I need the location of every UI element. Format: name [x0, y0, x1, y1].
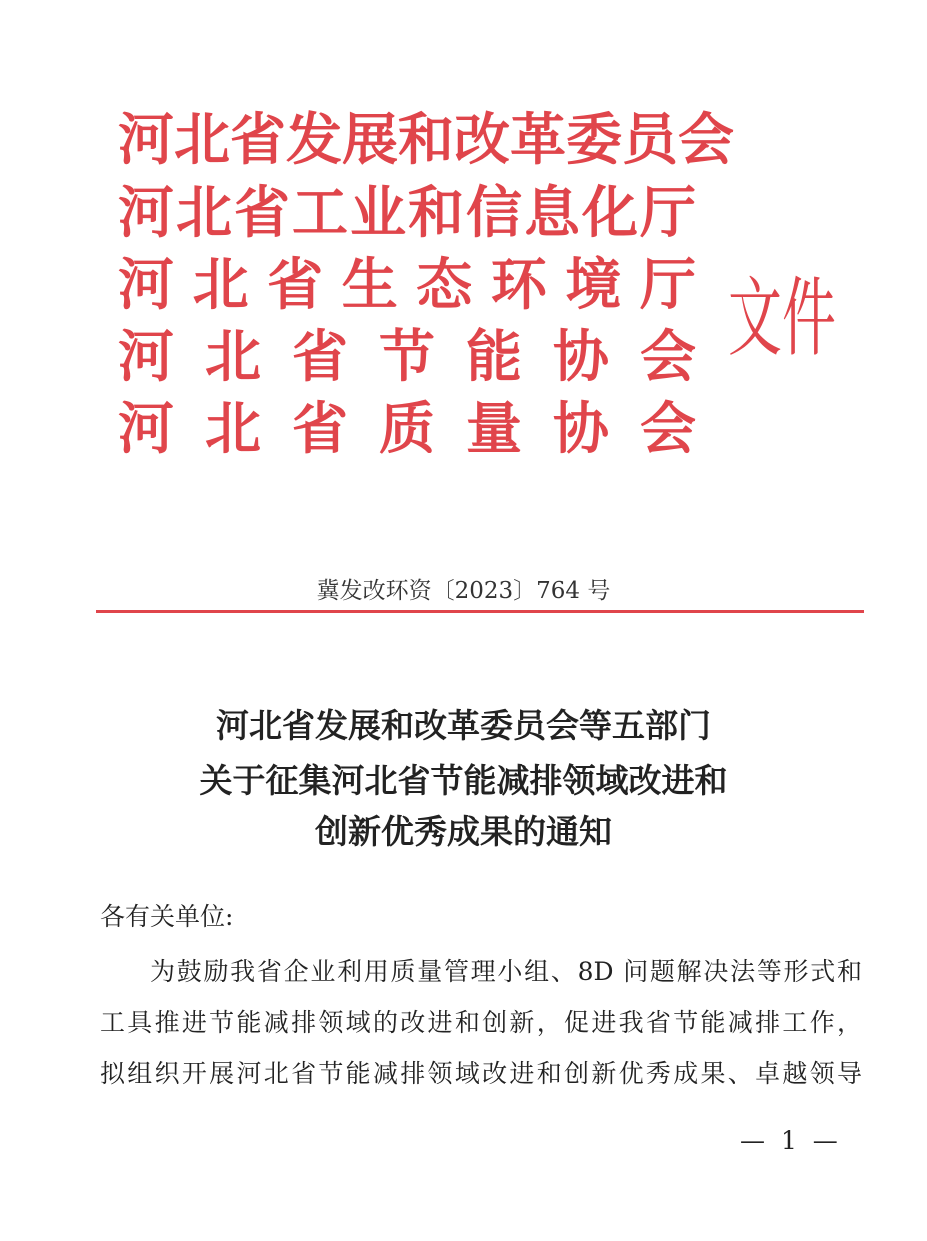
title-line-2: 关于征集河北省节能减排领域改进和 [199, 761, 728, 800]
issuer-line-1 [118, 107, 734, 173]
issuer-line-5 [118, 396, 696, 462]
issuer-char: 和 [408, 180, 464, 246]
issuer-char: 北 [176, 180, 232, 246]
title-line-1: 河北省发展和改革委员会等五部门 [216, 706, 711, 745]
issuer-char: 河 [118, 252, 174, 318]
issuer-char: 能 [466, 324, 522, 390]
issuer-line-2 [118, 180, 696, 246]
issuer-char: 河 [118, 107, 174, 173]
issuer-char: 态 [416, 252, 473, 318]
issuer-char: 协 [553, 324, 609, 390]
paragraph-line-1: 为鼓励我省企业利用质量管理小组、8D 问题解决法等形式和 [150, 957, 862, 986]
issuer-char: 河 [118, 324, 174, 390]
issuer-char: 业 [350, 180, 406, 246]
issuer-char: 质 [379, 396, 435, 462]
issuer-char: 改 [454, 107, 510, 173]
issuer-char: 信 [466, 180, 522, 246]
red-divider [96, 610, 864, 613]
issuer-line-3 [118, 252, 696, 318]
paragraph-line-3: 拟组织开展河北省节能减排领域改进和创新优秀成果、卓越领导 [100, 1059, 862, 1088]
issuer-char: 化 [582, 180, 638, 246]
issuer-char: 展 [342, 107, 398, 173]
issuer-char: 河 [118, 180, 174, 246]
issuer-char: 北 [205, 396, 261, 462]
issuer-char: 河 [118, 396, 174, 462]
issuer-char: 协 [553, 396, 609, 462]
issuer-char: 环 [490, 252, 547, 318]
issuer-char: 省 [292, 396, 348, 462]
title-line-3: 创新优秀成果的通知 [315, 812, 612, 851]
issuer-char: 省 [292, 324, 348, 390]
paragraph-line-2: 工具推进节能减排领域的改进和创新，促进我省节能减排工作， [100, 1008, 862, 1037]
issuer-char: 省 [267, 252, 324, 318]
file-label: 文件 [728, 268, 836, 369]
issuer-char: 北 [192, 252, 249, 318]
issuer-char: 和 [398, 107, 454, 173]
issuer-char: 境 [565, 252, 622, 318]
issuer-char: 节 [379, 324, 435, 390]
page-number: — 1 — [740, 1126, 842, 1155]
salutation: 各有关单位: [100, 902, 234, 931]
issuer-char: 北 [174, 107, 230, 173]
issuer-char: 量 [466, 396, 522, 462]
issuer-char: 厅 [639, 252, 696, 318]
issuer-char: 省 [234, 180, 290, 246]
issuer-char: 生 [341, 252, 398, 318]
issuer-char: 革 [510, 107, 566, 173]
issuer-char: 发 [286, 107, 342, 173]
issuer-char: 北 [205, 324, 261, 390]
issuer-char: 会 [640, 324, 696, 390]
issuer-char: 厅 [640, 180, 696, 246]
issuer-char: 省 [230, 107, 286, 173]
issuer-char: 会 [678, 107, 734, 173]
document-number: 冀发改环资〔2023〕764 号 [316, 578, 611, 604]
issuer-char: 息 [524, 180, 580, 246]
issuer-line-4 [118, 324, 696, 390]
issuer-char: 会 [640, 396, 696, 462]
issuer-char: 工 [292, 180, 348, 246]
issuer-char: 员 [622, 107, 678, 173]
issuer-char: 委 [566, 107, 622, 173]
